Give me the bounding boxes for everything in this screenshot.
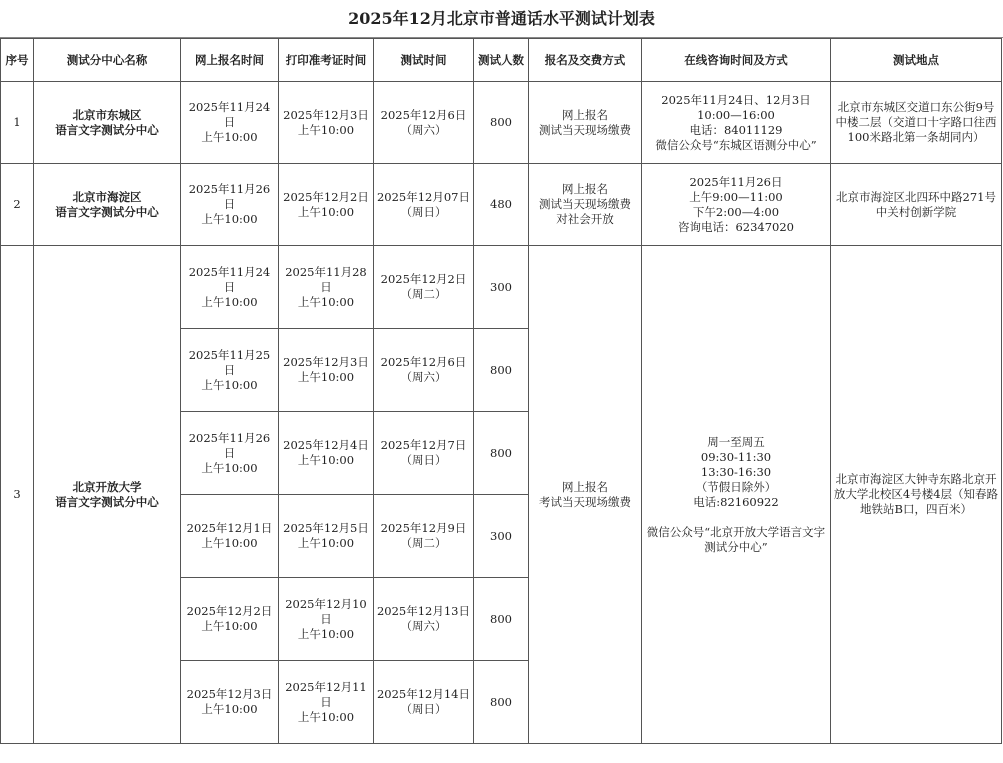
header-no: 序号 [1, 39, 34, 82]
fee-method: 网上报名 考试当天现场缴费 [529, 246, 642, 744]
reg-time: 2025年12月1日 上午10:00 [181, 495, 279, 578]
test-time: 2025年12月13日 （周六） [374, 578, 474, 661]
header-test-time: 测试时间 [374, 39, 474, 82]
row-no: 2 [1, 164, 34, 246]
header-count: 测试人数 [474, 39, 529, 82]
schedule-table [0, 38, 1002, 744]
test-time: 2025年12月14日 （周日） [374, 661, 474, 744]
consult-info: 2025年11月26日 上午9:00—11:00 下午2:00—4:00 咨询电话：62347020 [642, 164, 831, 246]
consult-info: 周一至周五 09:30-11:30 13:30-16:30 （节假日除外） 电话:82160922 微信公众号“北京开放大学语言文字测试分中心” [642, 246, 831, 744]
page-title: 2025年12月北京市普通话水平测试计划表 [0, 0, 1003, 38]
consult-info: 2025年11月24日、12月3日 10:00—16:00 电话：84011129 微信公众号“东城区语测分中心” [642, 82, 831, 164]
test-count: 800 [474, 412, 529, 495]
reg-time: 2025年11月24日 上午10:00 [181, 246, 279, 329]
center-name: 北京开放大学 语言文字测试分中心 [34, 246, 181, 744]
reg-time: 2025年11月26日 上午10:00 [181, 164, 279, 246]
header-print-time: 打印准考证时间 [279, 39, 374, 82]
header-center-name: 测试分中心名称 [34, 39, 181, 82]
test-location: 北京市海淀区北四环中路271号中关村创新学院 [831, 164, 1002, 246]
row-no: 3 [1, 246, 34, 744]
print-time: 2025年12月4日 上午10:00 [279, 412, 374, 495]
print-time: 2025年12月3日 上午10:00 [279, 329, 374, 412]
table-row [1, 82, 1002, 164]
header-consult: 在线咨询时间及方式 [642, 39, 831, 82]
reg-time: 2025年11月26日 上午10:00 [181, 412, 279, 495]
test-count: 800 [474, 82, 529, 164]
test-count: 800 [474, 329, 529, 412]
test-count: 480 [474, 164, 529, 246]
header-row [1, 39, 1002, 82]
test-location: 北京市海淀区大钟寺东路北京开放大学北校区4号楼4层（知春路地铁站B口，四百米） [831, 246, 1002, 744]
fee-method: 网上报名 测试当天现场缴费 [529, 82, 642, 164]
test-time: 2025年12月9日 （周二） [374, 495, 474, 578]
row-no: 1 [1, 82, 34, 164]
header-fee: 报名及交费方式 [529, 39, 642, 82]
reg-time: 2025年11月25日 上午10:00 [181, 329, 279, 412]
print-time: 2025年12月3日 上午10:00 [279, 82, 374, 164]
print-time: 2025年11月28日 上午10:00 [279, 246, 374, 329]
table-row [1, 246, 1002, 329]
center-name: 北京市海淀区 语言文字测试分中心 [34, 164, 181, 246]
test-time: 2025年12月6日 （周六） [374, 329, 474, 412]
test-count: 300 [474, 246, 529, 329]
test-location: 北京市东城区交道口东公街9号中楼二层（交道口十字路口往西100米路北第一条胡同内） [831, 82, 1002, 164]
reg-time: 2025年12月2日 上午10:00 [181, 578, 279, 661]
center-name: 北京市东城区 语言文字测试分中心 [34, 82, 181, 164]
print-time: 2025年12月5日 上午10:00 [279, 495, 374, 578]
test-time: 2025年12月07日 （周日） [374, 164, 474, 246]
reg-time: 2025年11月24日 上午10:00 [181, 82, 279, 164]
table-row [1, 164, 1002, 246]
fee-method: 网上报名 测试当天现场缴费 对社会开放 [529, 164, 642, 246]
header-location: 测试地点 [831, 39, 1002, 82]
test-time: 2025年12月7日 （周日） [374, 412, 474, 495]
reg-time: 2025年12月3日 上午10:00 [181, 661, 279, 744]
header-reg-time: 网上报名时间 [181, 39, 279, 82]
print-time: 2025年12月10日 上午10:00 [279, 578, 374, 661]
print-time: 2025年12月11日 上午10:00 [279, 661, 374, 744]
test-count: 800 [474, 578, 529, 661]
test-count: 800 [474, 661, 529, 744]
test-time: 2025年12月6日 （周六） [374, 82, 474, 164]
test-time: 2025年12月2日 （周二） [374, 246, 474, 329]
print-time: 2025年12月2日 上午10:00 [279, 164, 374, 246]
test-count: 300 [474, 495, 529, 578]
